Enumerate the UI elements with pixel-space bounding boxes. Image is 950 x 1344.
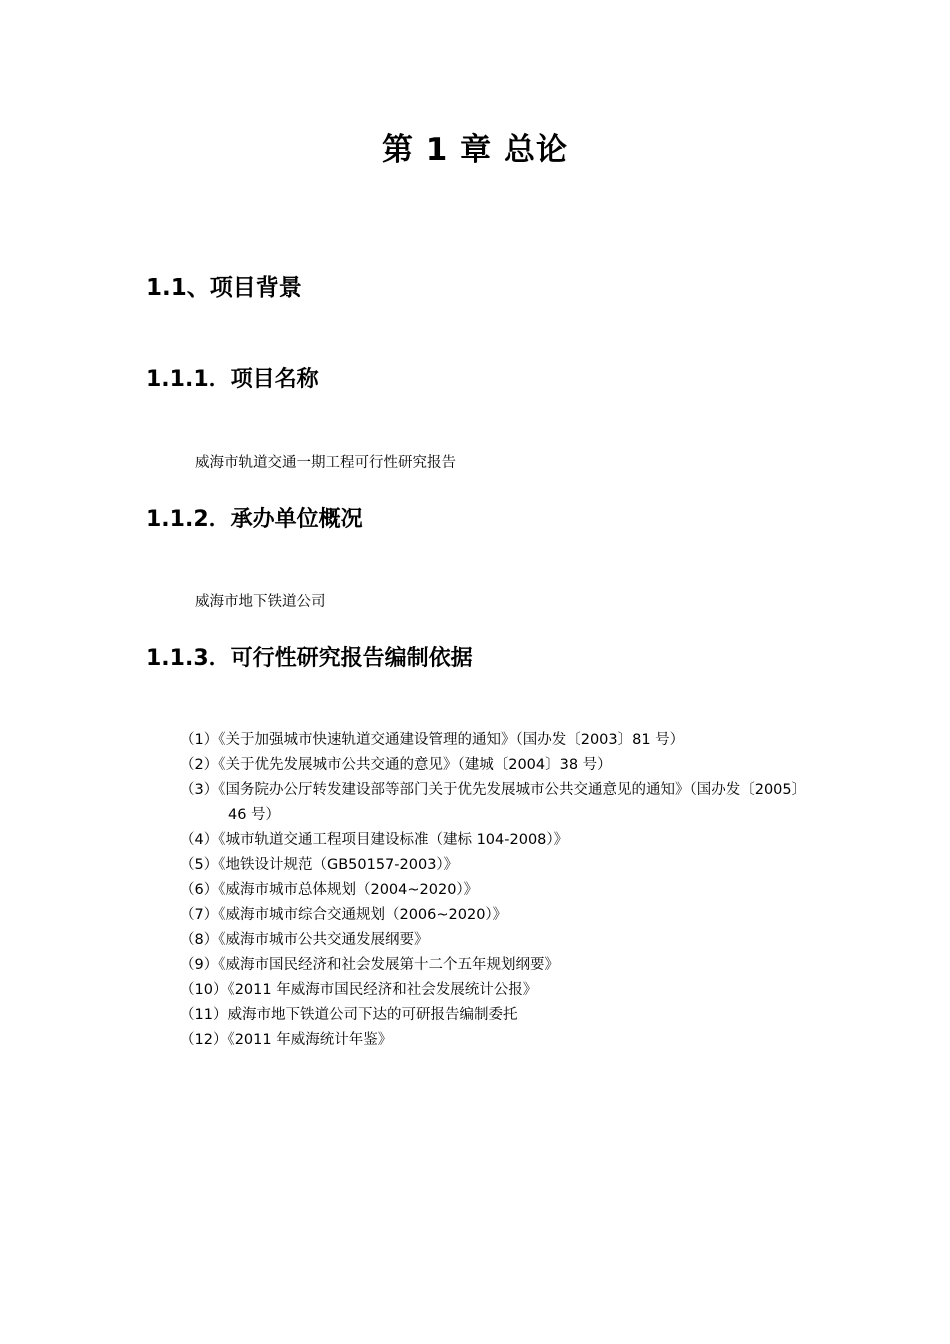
reference-item: （5）《地铁设计规范（GB50157-2003）》 [180,857,459,873]
reference-item: （8）《威海市城市公共交通发展纲要》 [180,932,429,948]
reference-item: （11）威海市地下铁道公司下达的可研报告编制委托 [180,1007,518,1023]
section-heading-1-1: 1.1、项目背景 [146,275,302,301]
reference-item: （2）《关于优先发展城市公共交通的意见》（建城〔2004〕38 号） [180,757,612,773]
reference-item: （3）《国务院办公厅转发建设部等部门关于优先发展城市公共交通意见的通知》（国办发〔2005〕46 号） [180,782,807,823]
reference-list [180,728,820,1053]
reference-item: （1）《关于加强城市快速轨道交通建设管理的通知》（国办发〔2003〕81 号） [180,732,685,748]
reference-item: （12）《2011 年威海统计年鉴》 [180,1032,393,1048]
reference-item: （7）《威海市城市综合交通规划（2006~2020）》 [180,907,508,923]
organizer-text: 威海市地下铁道公司 [195,594,326,610]
section-heading-1-1-1: 1.1.1．项目名称 [146,367,319,392]
chapter-title: 第 1 章 总论 [382,132,568,168]
reference-item: （10）《2011 年威海市国民经济和社会发展统计公报》 [180,982,538,998]
section-heading-1-1-3: 1.1.3．可行性研究报告编制依据 [146,646,473,671]
reference-item: （4）《城市轨道交通工程项目建设标准（建标 104-2008）》 [180,832,569,848]
reference-item: （6）《威海市城市总体规划（2004~2020）》 [180,882,479,898]
section-heading-1-1-2: 1.1.2．承办单位概况 [146,507,363,532]
reference-item: （9）《威海市国民经济和社会发展第十二个五年规划纲要》 [180,957,559,973]
project-name-text: 威海市轨道交通一期工程可行性研究报告 [195,455,456,471]
